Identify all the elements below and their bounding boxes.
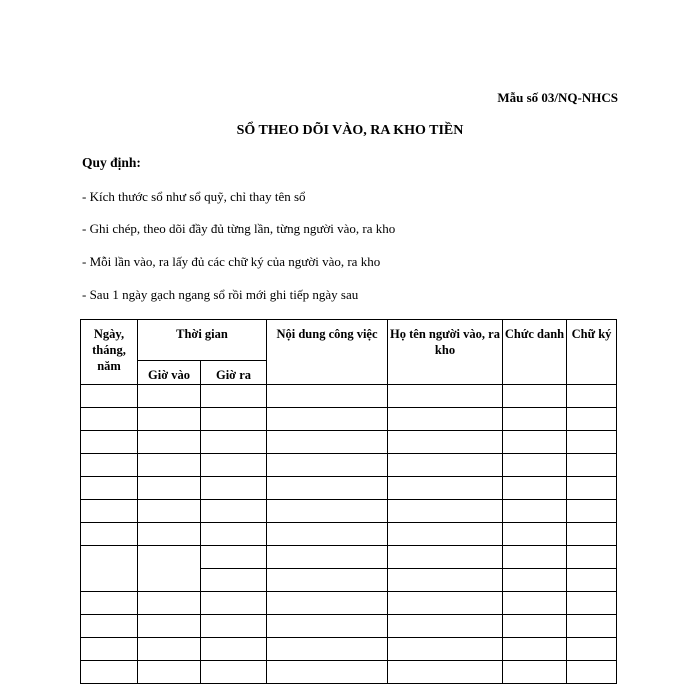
table-row (81, 546, 617, 569)
table-row (81, 523, 617, 546)
table-row (81, 385, 617, 408)
rule-item: - Sau 1 ngày gạch ngang sổ rồi mới ghi tiếp ngày sau (82, 287, 359, 302)
header-person: Họ tên người vào, ra kho (388, 320, 503, 385)
header-time: Thời gian (138, 320, 267, 361)
rules-heading: Quy định: (82, 155, 141, 170)
header-position: Chức danh (503, 320, 567, 385)
rule-item: - Ghi chép, theo dõi đầy đủ từng lần, từng người vào, ra kho (82, 221, 396, 236)
header-content: Nội dung công việc (267, 320, 388, 385)
table-row (81, 454, 617, 477)
form-code: Mẫu số 03/NQ-NHCS (497, 90, 618, 105)
rule-item: - Mỗi lần vào, ra lấy đủ các chữ ký của người vào, ra kho (82, 254, 381, 269)
table-row (81, 592, 617, 615)
table-row (81, 638, 617, 661)
header-time-out: Giờ ra (201, 361, 267, 385)
table-row (81, 500, 617, 523)
header-signature: Chữ ký (567, 320, 617, 385)
table-row (81, 477, 617, 500)
table-row (81, 408, 617, 431)
header-time-in: Giờ vào (138, 361, 201, 385)
rule-item: - Kích thước sổ như sổ quỹ, chỉ thay tên sổ (82, 189, 306, 204)
table-row (81, 661, 617, 684)
table-row (81, 431, 617, 454)
page-title: SỔ THEO DÕI VÀO, RA KHO TIỀN (236, 123, 464, 138)
ledger-table (80, 319, 617, 684)
header-date: Ngày, tháng, năm (81, 320, 138, 385)
table-row (81, 615, 617, 638)
